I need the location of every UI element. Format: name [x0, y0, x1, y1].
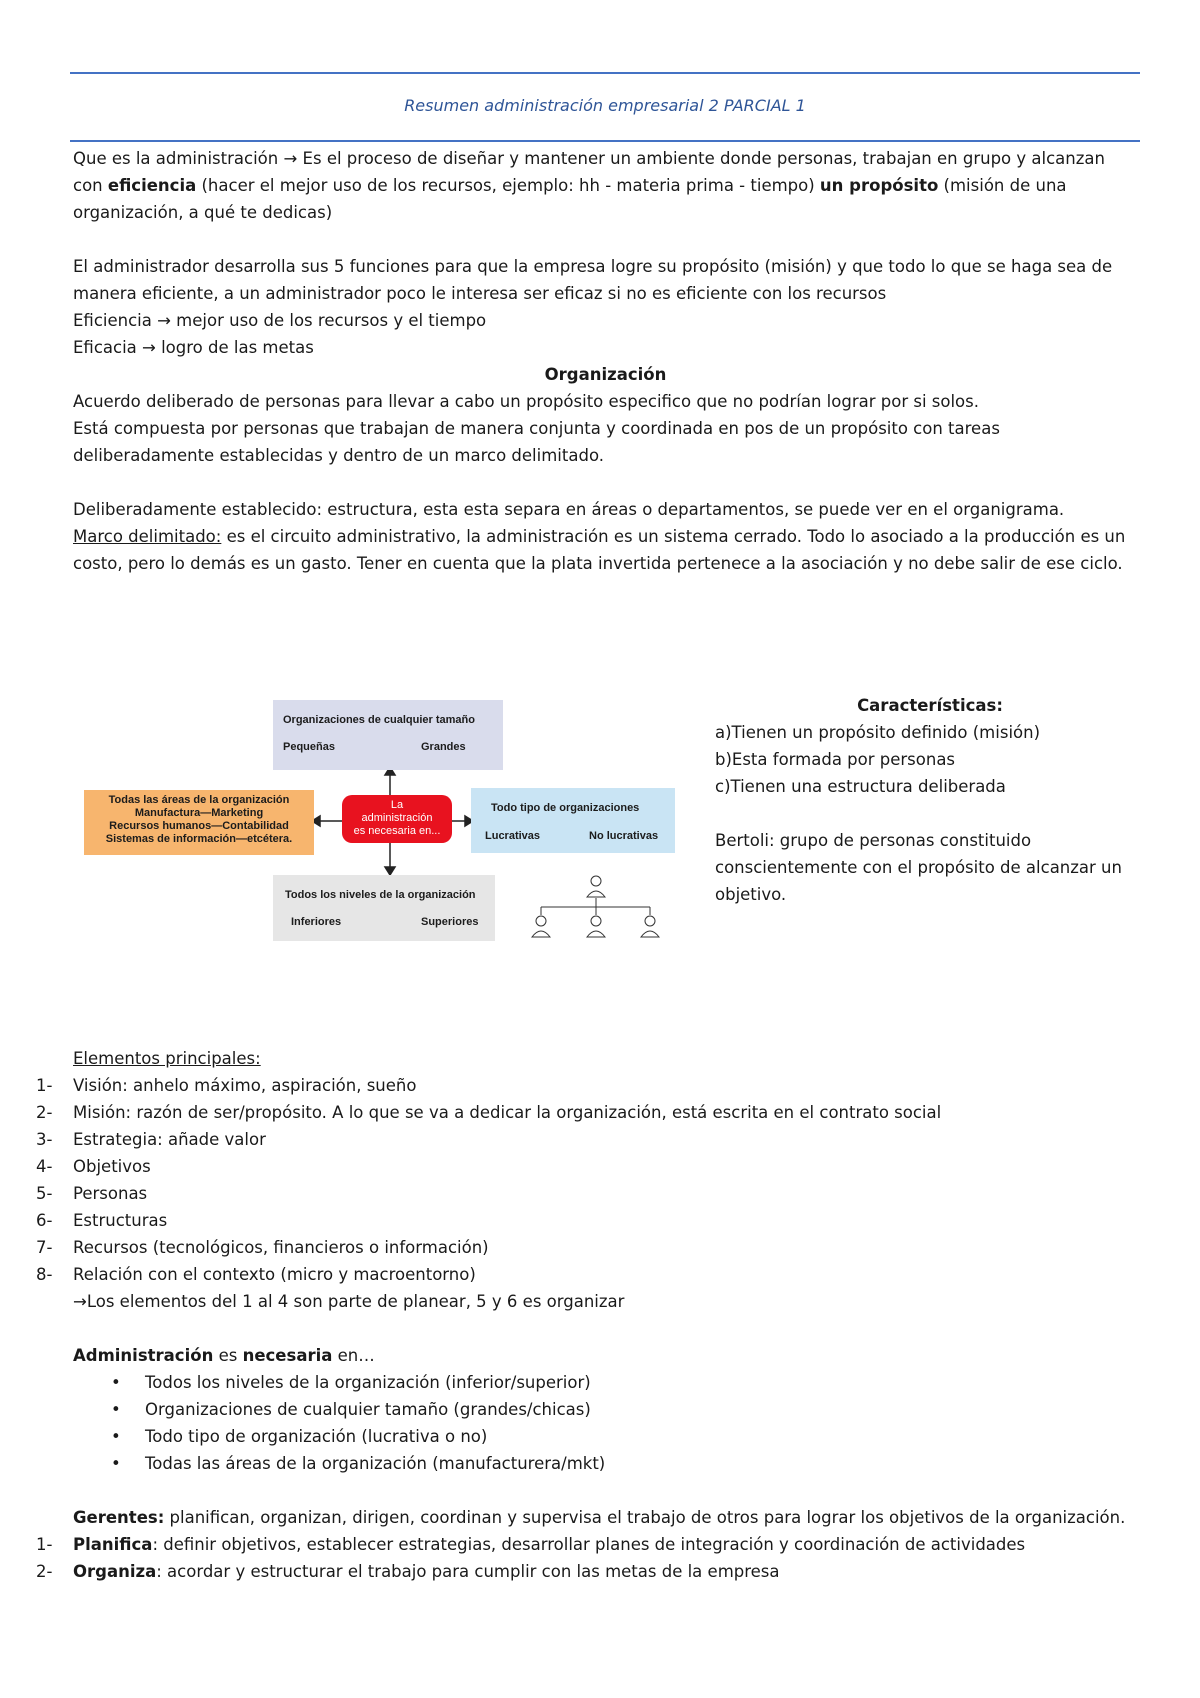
marco-label: Marco delimitado:: [73, 527, 222, 546]
document-title: Resumen administración empresarial 2 PARCIAL 1: [404, 96, 806, 115]
label-superiores: Superiores: [421, 916, 479, 928]
box-line: Recursos humanos—Contabilidad: [109, 820, 289, 832]
list-number: 1-: [36, 1535, 53, 1554]
necesaria-bold: necesaria: [242, 1346, 333, 1365]
gerentes-text: planifican, organizan, dirigen, coordinan y supervisa el trabajo de otros para lograr los objetivos de la organización.: [164, 1508, 1126, 1527]
label-lucrativas: Lucrativas: [485, 830, 541, 842]
label-no-lucrativas: No lucrativas: [589, 830, 659, 842]
list-text: Estructuras: [73, 1211, 168, 1230]
list-item: [36, 1126, 1138, 1153]
box-line: Sistemas de información—etcétera.: [105, 833, 293, 845]
label-pequenas: Pequeñas: [283, 741, 335, 753]
eficiencia-label: Eficiencia: [73, 311, 158, 330]
box-organization-types: [471, 788, 675, 853]
list-number: 6-: [36, 1211, 53, 1230]
org-chart-icon: [532, 876, 659, 937]
bertoli-definition: Bertoli: grupo de personas constituido conscientemente con el propósito de alcanzar un objetivo.: [715, 831, 1122, 904]
bullet-text: Todos los niveles de la organización (inferior/superior): [145, 1373, 591, 1392]
elementos-section: [36, 1045, 1138, 1585]
intro-paragraph: [73, 145, 1138, 226]
bullet-icon: •: [111, 1400, 121, 1419]
caracteristica-item: b)Esta formada por personas: [715, 750, 956, 769]
intro-text: (hacer el mejor uso de los recursos, ejemplo: hh - materia prima - tiempo): [196, 176, 820, 195]
box-line: La: [390, 799, 404, 811]
list-item: [36, 1153, 1138, 1180]
list-number: 8-: [36, 1265, 53, 1284]
intro-text: Es el proceso de diseñar y mantener un ambiente donde personas, trabajan en grupo y alcanzan con: [73, 149, 1105, 195]
caracteristicas-heading: [715, 692, 1145, 719]
intro-bold-proposito: un propósito: [819, 176, 939, 195]
header-rule-bottom: [70, 140, 1140, 142]
eficacia-text: logro de las metas: [155, 338, 314, 357]
caracteristica-item: a)Tienen un propósito definido (misión): [715, 723, 1041, 742]
caracteristica-item: c)Tienen una estructura deliberada: [715, 777, 1006, 796]
list-text: Recursos (tecnológicos, financieros o información): [73, 1238, 489, 1257]
list-item: [36, 1099, 1138, 1126]
admin-paragraph: El administrador desarrolla sus 5 funciones para que la empresa logre su propósito (misión) y que todo lo que se haga sea de manera eficiente, a un administrador poco le interesa ser eficaz si no es eficiente con los recursos: [73, 257, 1113, 303]
caracteristicas-section: [715, 692, 1145, 908]
arrow-icon: →: [73, 1292, 87, 1311]
list-number: 7-: [36, 1238, 53, 1257]
marco-paragraph: [73, 523, 1138, 577]
list-number: 4-: [36, 1157, 53, 1176]
header-rule-top: [70, 72, 1140, 74]
box-line: Todas las áreas de la organización: [108, 794, 290, 806]
intro-bold-eficiencia: eficiencia: [107, 176, 197, 195]
list-item: [36, 1558, 1138, 1585]
necesaria-text: es: [213, 1346, 243, 1365]
box-administration-necessary: [342, 795, 452, 843]
list-text: : definir objetivos, establecer estrategias, desarrollar planes de integración y coordinación de actividades: [152, 1535, 1026, 1554]
necesaria-text: en…: [332, 1346, 375, 1365]
list-number: 5-: [36, 1184, 53, 1203]
list-number: 2-: [36, 1562, 53, 1581]
list-item: [36, 1531, 1138, 1558]
arrow-icon: →: [157, 311, 171, 330]
eficacia-label: Eficacia: [73, 338, 143, 357]
label-grandes: Grandes: [421, 741, 466, 753]
eficiencia-line: [73, 307, 1138, 334]
list-number: 1-: [36, 1076, 53, 1095]
necesaria-heading: [73, 1342, 1138, 1369]
label-inferiores: Inferiores: [291, 916, 342, 928]
bullet-text: Todo tipo de organización (lucrativa o no): [145, 1427, 488, 1446]
organizacion-heading-text: Organización: [544, 365, 667, 384]
organizacion-p3: Deliberadamente establecido: estructura, esta esta separa en áreas o departamentos, se puede ver en el organigrama.: [73, 500, 1065, 519]
list-text: Objetivos: [73, 1157, 151, 1176]
bullet-item: [73, 1369, 1138, 1396]
eficacia-line: [73, 334, 1138, 361]
bullet-item: [73, 1423, 1138, 1450]
box-organization-size: [273, 700, 503, 770]
box-title: Organizaciones de cualquier tamaño: [283, 714, 475, 726]
bullet-item: [73, 1396, 1138, 1423]
bullet-text: Todas las áreas de la organización (manufacturera/mkt): [145, 1454, 606, 1473]
list-text: Misión: razón de ser/propósito. A lo que se va a dedicar la organización, está escrita en el contrato social: [73, 1103, 942, 1122]
list-item: [36, 1207, 1138, 1234]
box-line: Manufactura—Marketing: [134, 807, 264, 819]
box-organization-levels: [273, 875, 495, 941]
box-title: Todos los niveles de la organización: [285, 889, 476, 901]
list-text: Relación con el contexto (micro y macroentorno): [73, 1265, 476, 1284]
list-number: 2-: [36, 1103, 53, 1122]
bullet-icon: •: [111, 1427, 121, 1446]
list-text: Visión: anhelo máximo, aspiración, sueño: [73, 1076, 417, 1095]
box-line: es necesaria en...: [353, 825, 441, 837]
elementos-note: [73, 1288, 1138, 1315]
list-text: Personas: [73, 1184, 148, 1203]
gerentes-paragraph: [73, 1504, 1138, 1531]
caracteristicas-heading-text: Características:: [857, 696, 1003, 715]
organizacion-heading: [73, 361, 1138, 388]
organizacion-p2: Está compuesta por personas que trabajan de manera conjunta y coordinada en pos de un propósito con tareas deliberadamente establecidas y dentro de un marco delimitado.: [73, 419, 1000, 465]
bullet-icon: •: [111, 1373, 121, 1392]
list-text: : acordar y estructurar el trabajo para cumplir con las metas de la empresa: [156, 1562, 780, 1581]
elementos-note-text: Los elementos del 1 al 4 son parte de planear, 5 y 6 es organizar: [86, 1292, 625, 1311]
marco-text: es el circuito administrativo, la administración es un sistema cerrado. Todo lo asociado a la producción es un costo, pero lo demás es un gasto. Tener en cuenta que la plata invertida pertenece a la asociación y no debe salir de ese ciclo.: [73, 527, 1126, 573]
bullet-item: [73, 1450, 1138, 1477]
list-number: 3-: [36, 1130, 53, 1149]
box-organization-areas: [84, 790, 314, 855]
gerentes-label: Gerentes:: [73, 1508, 165, 1527]
list-item: [36, 1072, 1138, 1099]
intro-text: Que es la administración: [73, 149, 284, 168]
arrow-icon: →: [142, 338, 156, 357]
necesaria-bold: Administración: [73, 1346, 214, 1365]
list-text: Estrategia: añade valor: [73, 1130, 266, 1149]
intro-text: (misión de una organización, a qué te dedicas): [73, 176, 1067, 222]
bullet-text: Organizaciones de cualquier tamaño (grandes/chicas): [145, 1400, 591, 1419]
list-bold: Organiza: [73, 1562, 157, 1581]
admin-diagram: [80, 695, 680, 965]
list-item: [36, 1261, 1138, 1288]
bullet-icon: •: [111, 1454, 121, 1473]
arrow-icon: →: [283, 149, 298, 168]
organizacion-p1: Acuerdo deliberado de personas para llevar a cabo un propósito especifico que no podrían lograr por si solos.: [73, 392, 979, 411]
elementos-heading: Elementos principales:: [73, 1049, 261, 1068]
box-line: administración: [361, 812, 433, 824]
intro-section: [73, 145, 1138, 577]
box-title: Todo tipo de organizaciones: [491, 802, 640, 814]
list-item: [36, 1234, 1138, 1261]
eficiencia-text: mejor uso de los recursos y el tiempo: [170, 311, 487, 330]
list-item: [36, 1180, 1138, 1207]
list-bold: Planifica: [73, 1535, 153, 1554]
